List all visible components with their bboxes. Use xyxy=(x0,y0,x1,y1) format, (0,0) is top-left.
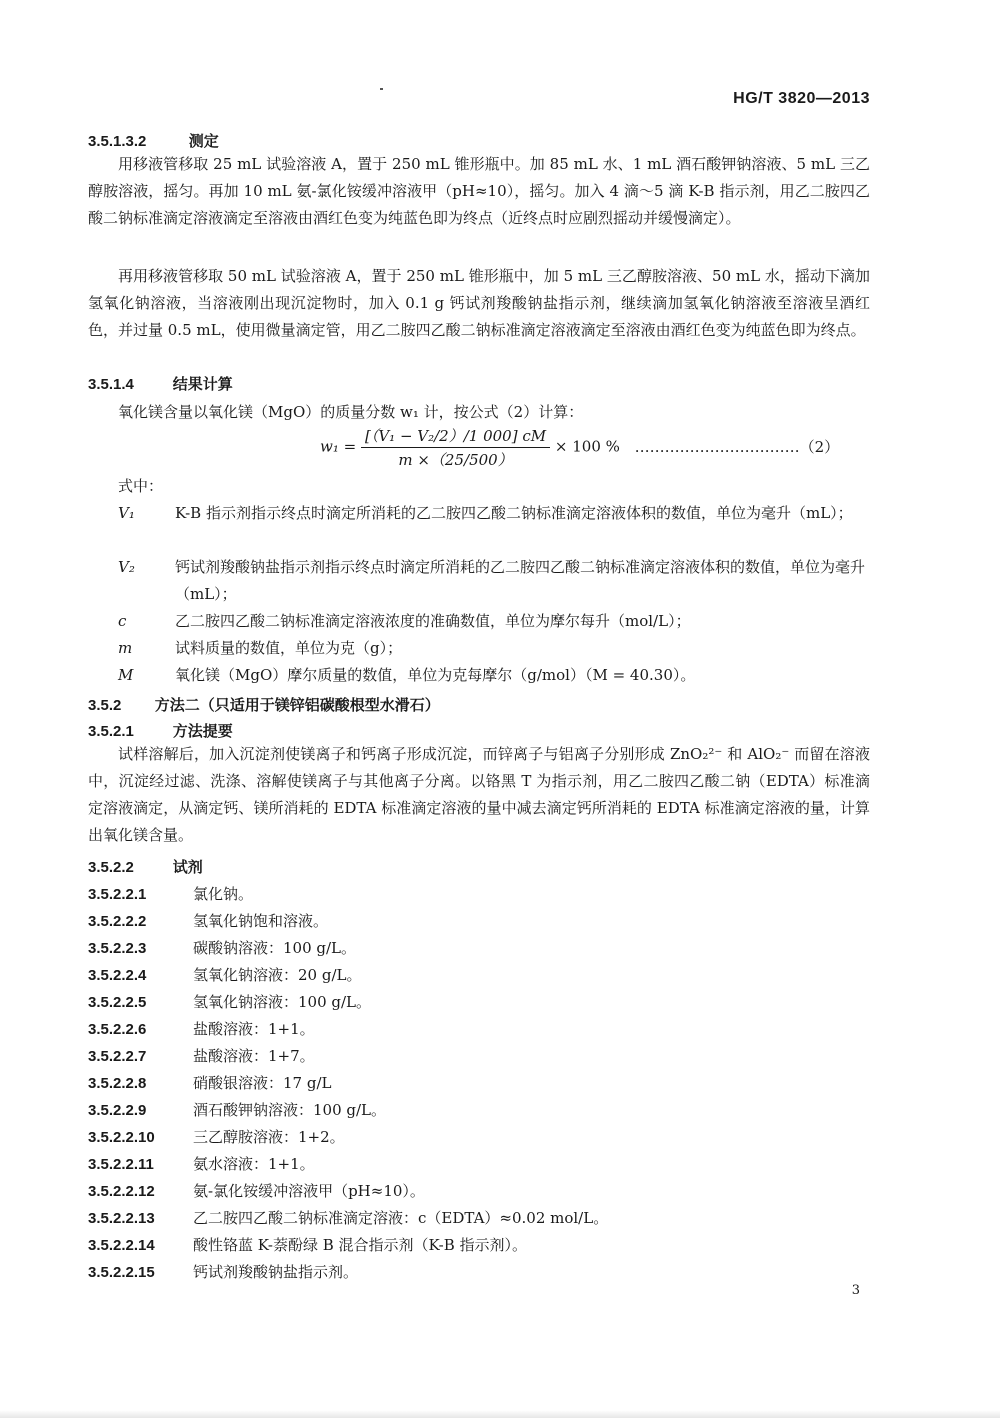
item-number: 3.5.2.2.9 xyxy=(88,1102,147,1119)
formula-equation-number: ……………………………（2） xyxy=(634,437,840,456)
item-text: 三乙醇胺溶液：1+2。 xyxy=(193,1128,345,1146)
reagent-item xyxy=(88,883,253,904)
reagent-item xyxy=(88,1180,425,1201)
formula-lhs: w₁ = xyxy=(320,437,357,456)
reagent-item xyxy=(88,1234,527,1255)
var-symbol: c xyxy=(118,612,127,630)
page-number: 3 xyxy=(851,1283,860,1298)
item-text: 盐酸溶液：1+1。 xyxy=(193,1020,315,1038)
formula-fraction xyxy=(361,425,550,470)
item-number: 3.5.2.2.6 xyxy=(88,1021,147,1038)
reagent-item xyxy=(88,1153,315,1174)
reagent-item xyxy=(88,1099,386,1120)
item-text: 氢氧化钠溶液：100 g/L。 xyxy=(193,993,372,1011)
section-heading-3-5-2-2 xyxy=(88,856,203,877)
reagent-item xyxy=(88,1018,315,1039)
section-number: 3.5.2.2 xyxy=(88,859,134,876)
var-description: 钙试剂羧酸钠盐指示剂指示终点时滴定所消耗的乙二胺四乙酸二钠标准滴定溶液体积的数值，单位为毫升（mL）； xyxy=(175,558,866,603)
item-text: 氨-氯化铵缓冲溶液甲（pH≈10）。 xyxy=(193,1182,425,1200)
paragraph-method-summary: 试样溶解后，加入沉淀剂使镁离子和钙离子形成沉淀，而锌离子与铝离子分别形成 ZnO₂²⁻ 和 AlO₂⁻ 而留在溶液中，沉淀经过滤、洗涤、溶解使镁离子与其他离子分离。以铬黑 T 为指示剂，用乙二胺四乙酸二钠（EDTA）标准滴定溶液滴定，从滴定钙、镁所消耗的 EDTA 标准滴定溶液的量中减去滴定钙所消耗的 EDTA 标准滴定溶液的量，计算出氧化镁含量。 xyxy=(88,745,870,844)
item-number: 3.5.2.2.15 xyxy=(88,1264,155,1281)
paragraph-measurement-1: 用移液管移取 25 mL 试验溶液 A，置于 250 mL 锥形瓶中。加 85 mL 水、1 mL 酒石酸钾钠溶液、5 mL 三乙醇胺溶液，摇匀。再加 10 mL 氨-氯化铵缓冲溶液甲（pH≈10），摇匀。加入 4 滴～5 滴 K-B 指示剂，用乙二胺四乙酸二钠标准滴定溶液滴定至溶液由酒红色变为纯蓝色即为终点（近终点时应剧烈摇动并缓慢滴定）。 xyxy=(88,155,870,227)
reagent-item xyxy=(88,1045,315,1066)
item-text: 碳酸钠溶液：100 g/L。 xyxy=(193,939,357,957)
item-number: 3.5.2.2.12 xyxy=(88,1183,155,1200)
section-number: 3.5.2 xyxy=(88,697,122,714)
calc-intro: 氧化镁含量以氧化镁（MgO）的质量分数 w₁ 计，按公式（2）计算： xyxy=(118,403,584,421)
item-text: 氢氧化钠饱和溶液。 xyxy=(193,912,329,930)
page-bottom-edge xyxy=(0,1410,1000,1418)
reagent-item xyxy=(88,1261,358,1282)
section-title: 方法二（只适用于镁锌铝碳酸根型水滑石） xyxy=(154,697,440,714)
item-number: 3.5.2.2.5 xyxy=(88,994,147,1011)
section-number: 3.5.2.1 xyxy=(88,723,134,740)
standard-number: HG/T 3820—2013 xyxy=(733,90,870,107)
formula-numerator: [（V₁ − V₂/2）/1 000] cM xyxy=(361,425,550,448)
item-number: 3.5.2.2.7 xyxy=(88,1048,147,1065)
var-description: K-B 指示剂指示终点时滴定所消耗的乙二胺四乙酸二钠标准滴定溶液体积的数值，单位为毫升（mL）； xyxy=(175,504,853,522)
var-symbol: V₁ xyxy=(118,504,135,522)
section-heading-3-5-1-4 xyxy=(88,373,233,394)
item-text: 酸性铬蓝 K-萘酚绿 B 混合指示剂（K-B 指示剂）。 xyxy=(193,1236,527,1254)
item-number: 3.5.2.2.2 xyxy=(88,913,147,930)
item-text: 钙试剂羧酸钠盐指示剂。 xyxy=(193,1263,359,1281)
paragraph-measurement-2: 再用移液管移取 50 mL 试验溶液 A，置于 250 mL 锥形瓶中，加 5 mL 三乙醇胺溶液、50 mL 水，摇动下滴加氢氧化钠溶液，当溶液刚出现沉淀物时，加入 0.1 g 钙试剂羧酸钠盐指示剂，继续滴加氢氧化钠溶液至溶液呈酒红色，并过量 0.5 mL，使用微量滴定管，用乙二胺四乙酸二钠标准滴定溶液滴定至溶液由酒红色变为纯蓝色即为终点。 xyxy=(88,267,870,339)
section-number: 3.5.1.4 xyxy=(88,376,134,393)
reagent-item xyxy=(88,964,361,985)
formula-denominator: m ×（25/500） xyxy=(398,451,513,469)
item-text: 酒石酸钾钠溶液：100 g/L。 xyxy=(193,1101,387,1119)
section-title: 方法提要 xyxy=(172,723,233,740)
formula-2 xyxy=(320,425,839,470)
var-description: 试料质量的数值，单位为克（g）； xyxy=(175,639,403,657)
item-number: 3.5.2.2.8 xyxy=(88,1075,147,1092)
reagent-item xyxy=(88,910,328,931)
item-text: 氯化钠。 xyxy=(193,885,254,903)
item-number: 3.5.2.2.1 xyxy=(88,886,147,903)
section-heading-3-5-2-1 xyxy=(88,720,233,741)
var-description: 乙二胺四乙酸二钠标准滴定溶液浓度的准确数值，单位为摩尔每升（mol/L）； xyxy=(175,612,691,630)
reagent-item xyxy=(88,1126,345,1147)
section-title: 试剂 xyxy=(172,859,203,876)
item-text: 乙二胺四乙酸二钠标准滴定溶液：c（EDTA）≈0.02 mol/L。 xyxy=(193,1209,609,1227)
section-title: 测定 xyxy=(188,133,219,150)
item-number: 3.5.2.2.10 xyxy=(88,1129,155,1146)
reagent-item xyxy=(88,937,356,958)
where-label: 式中： xyxy=(118,477,164,495)
item-number: 3.5.2.2.3 xyxy=(88,940,147,957)
item-number: 3.5.2.2.4 xyxy=(88,967,147,984)
item-text: 氢氧化钠溶液：20 g/L。 xyxy=(193,966,362,984)
var-symbol: V₂ xyxy=(118,558,135,576)
reagent-item xyxy=(88,991,371,1012)
item-text: 硝酸银溶液：17 g/L xyxy=(193,1074,332,1092)
item-text: 氨水溶液：1+1。 xyxy=(193,1155,315,1173)
item-number: 3.5.2.2.13 xyxy=(88,1210,155,1227)
reagent-item xyxy=(88,1072,331,1093)
reagent-item xyxy=(88,1207,608,1228)
item-text: 盐酸溶液：1+7。 xyxy=(193,1047,315,1065)
scan-speck xyxy=(380,88,383,90)
section-number: 3.5.1.3.2 xyxy=(88,133,147,150)
var-description: 氧化镁（MgO）摩尔质量的数值，单位为克每摩尔（g/mol）（M = 40.30）。 xyxy=(175,666,696,684)
item-number: 3.5.2.2.14 xyxy=(88,1237,155,1254)
formula-rhs: × 100 % xyxy=(554,437,620,456)
section-title: 结果计算 xyxy=(172,376,233,393)
section-heading-3-5-1-3-2 xyxy=(88,130,219,151)
var-symbol: M xyxy=(118,666,134,684)
section-heading-3-5-2 xyxy=(88,694,440,715)
var-symbol: m xyxy=(118,639,133,657)
item-number: 3.5.2.2.11 xyxy=(88,1156,154,1173)
